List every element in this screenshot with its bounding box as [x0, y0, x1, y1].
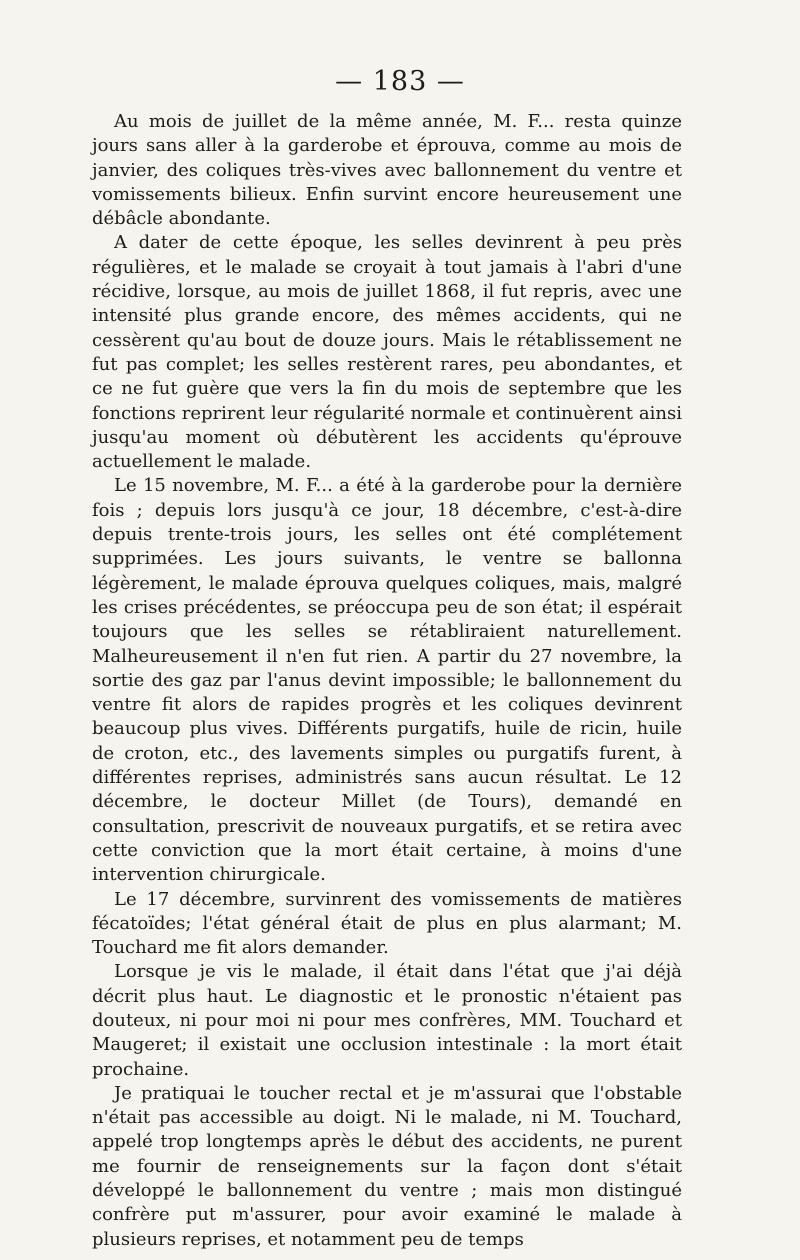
paragraph-2: A dater de cette époque, les selles devinrent à peu près régulières, et le malade se croyait à tout jamais à l'abri d'une récidive, lorsque, au mois de juillet 1868, il fut repris, avec une intensité plus grande encore, des mêmes accidents, qui ne cessèrent qu'au bout de douze jours. Mais le rétablissement ne fut pas complet; les selles restèrent rares, peu abondantes, et ce ne fut guère que vers la fin du mois de septembre que les fonctions reprirent leur régularité normale et continuèrent ainsi jusqu'au moment où débutèrent les accidents qu'éprouve actuellement le malade. — [92, 232, 682, 473]
page-number: — 183 — — [335, 66, 465, 97]
paragraph-1: Au mois de juillet de la même année, M. F... resta quinze jours sans aller à la garderobe et éprouva, comme au mois de janvier, des coliques très-vives avec ballonnement du ventre et vomissements bilieux. Enfin survint encore heureusement une débâcle abondante. — [92, 111, 682, 230]
paragraph-4: Le 17 décembre, survinrent des vomissements de matières fécatoïdes; l'état général était de plus en plus alarmant; M. Touchard me fit alors demander. — [92, 888, 682, 959]
body-text — [92, 110, 682, 1252]
paragraph-6: Je pratiquai le toucher rectal et je m'assurai que l'obstable n'était pas accessible au doigt. Ni le malade, ni M. Touchard, appelé trop longtemps après le début des accidents, ne purent me fournir de renseignements sur la façon dont s'était développé le ballonnement du ventre ; mais mon distingué confrère put m'assurer, pour avoir examiné le malade à plusieurs reprises, et notamment peu de temps — [92, 1082, 682, 1250]
paragraph-5: Lorsque je vis le malade, il était dans l'état que j'ai déjà décrit plus haut. Le diagnostic et le pronostic n'étaient pas douteux, ni pour moi ni pour mes confrères, MM. Touchard et Maugeret; il existait une occlusion intestinale : la mort était prochaine. — [92, 961, 682, 1080]
paragraph-3: Le 15 novembre, M. F... a été à la garderobe pour la dernière fois ; depuis lors jusqu'à ce jour, 18 décembre, c'est-à-dire depuis trente-trois jours, les selles ont été complétement supprimées. Les jours suivants, le ventre se ballonna légèrement, le malade éprouva quelques coliques, mais, malgré les crises précédentes, se préoccupa peu de son état; il espérait toujours que les selles se rétabliraient naturellement. Malheureusement il n'en fut rien. A partir du 27 novembre, la sortie des gaz par l'anus devint impossible; le ballonnement du ventre fit alors de rapides progrès et les coliques devinrent beaucoup plus vives. Différents purgatifs, huile de ricin, huile de croton, etc., des lavements simples ou purgatifs furent, à différentes reprises, administrés sans aucun résultat. Le 12 décembre, le docteur Millet (de Tours), demandé en consultation, prescrivit de nouveaux purgatifs, et se retira avec cette conviction que la mort était certaine, à moins d'une intervention chirurgicale. — [92, 475, 682, 886]
